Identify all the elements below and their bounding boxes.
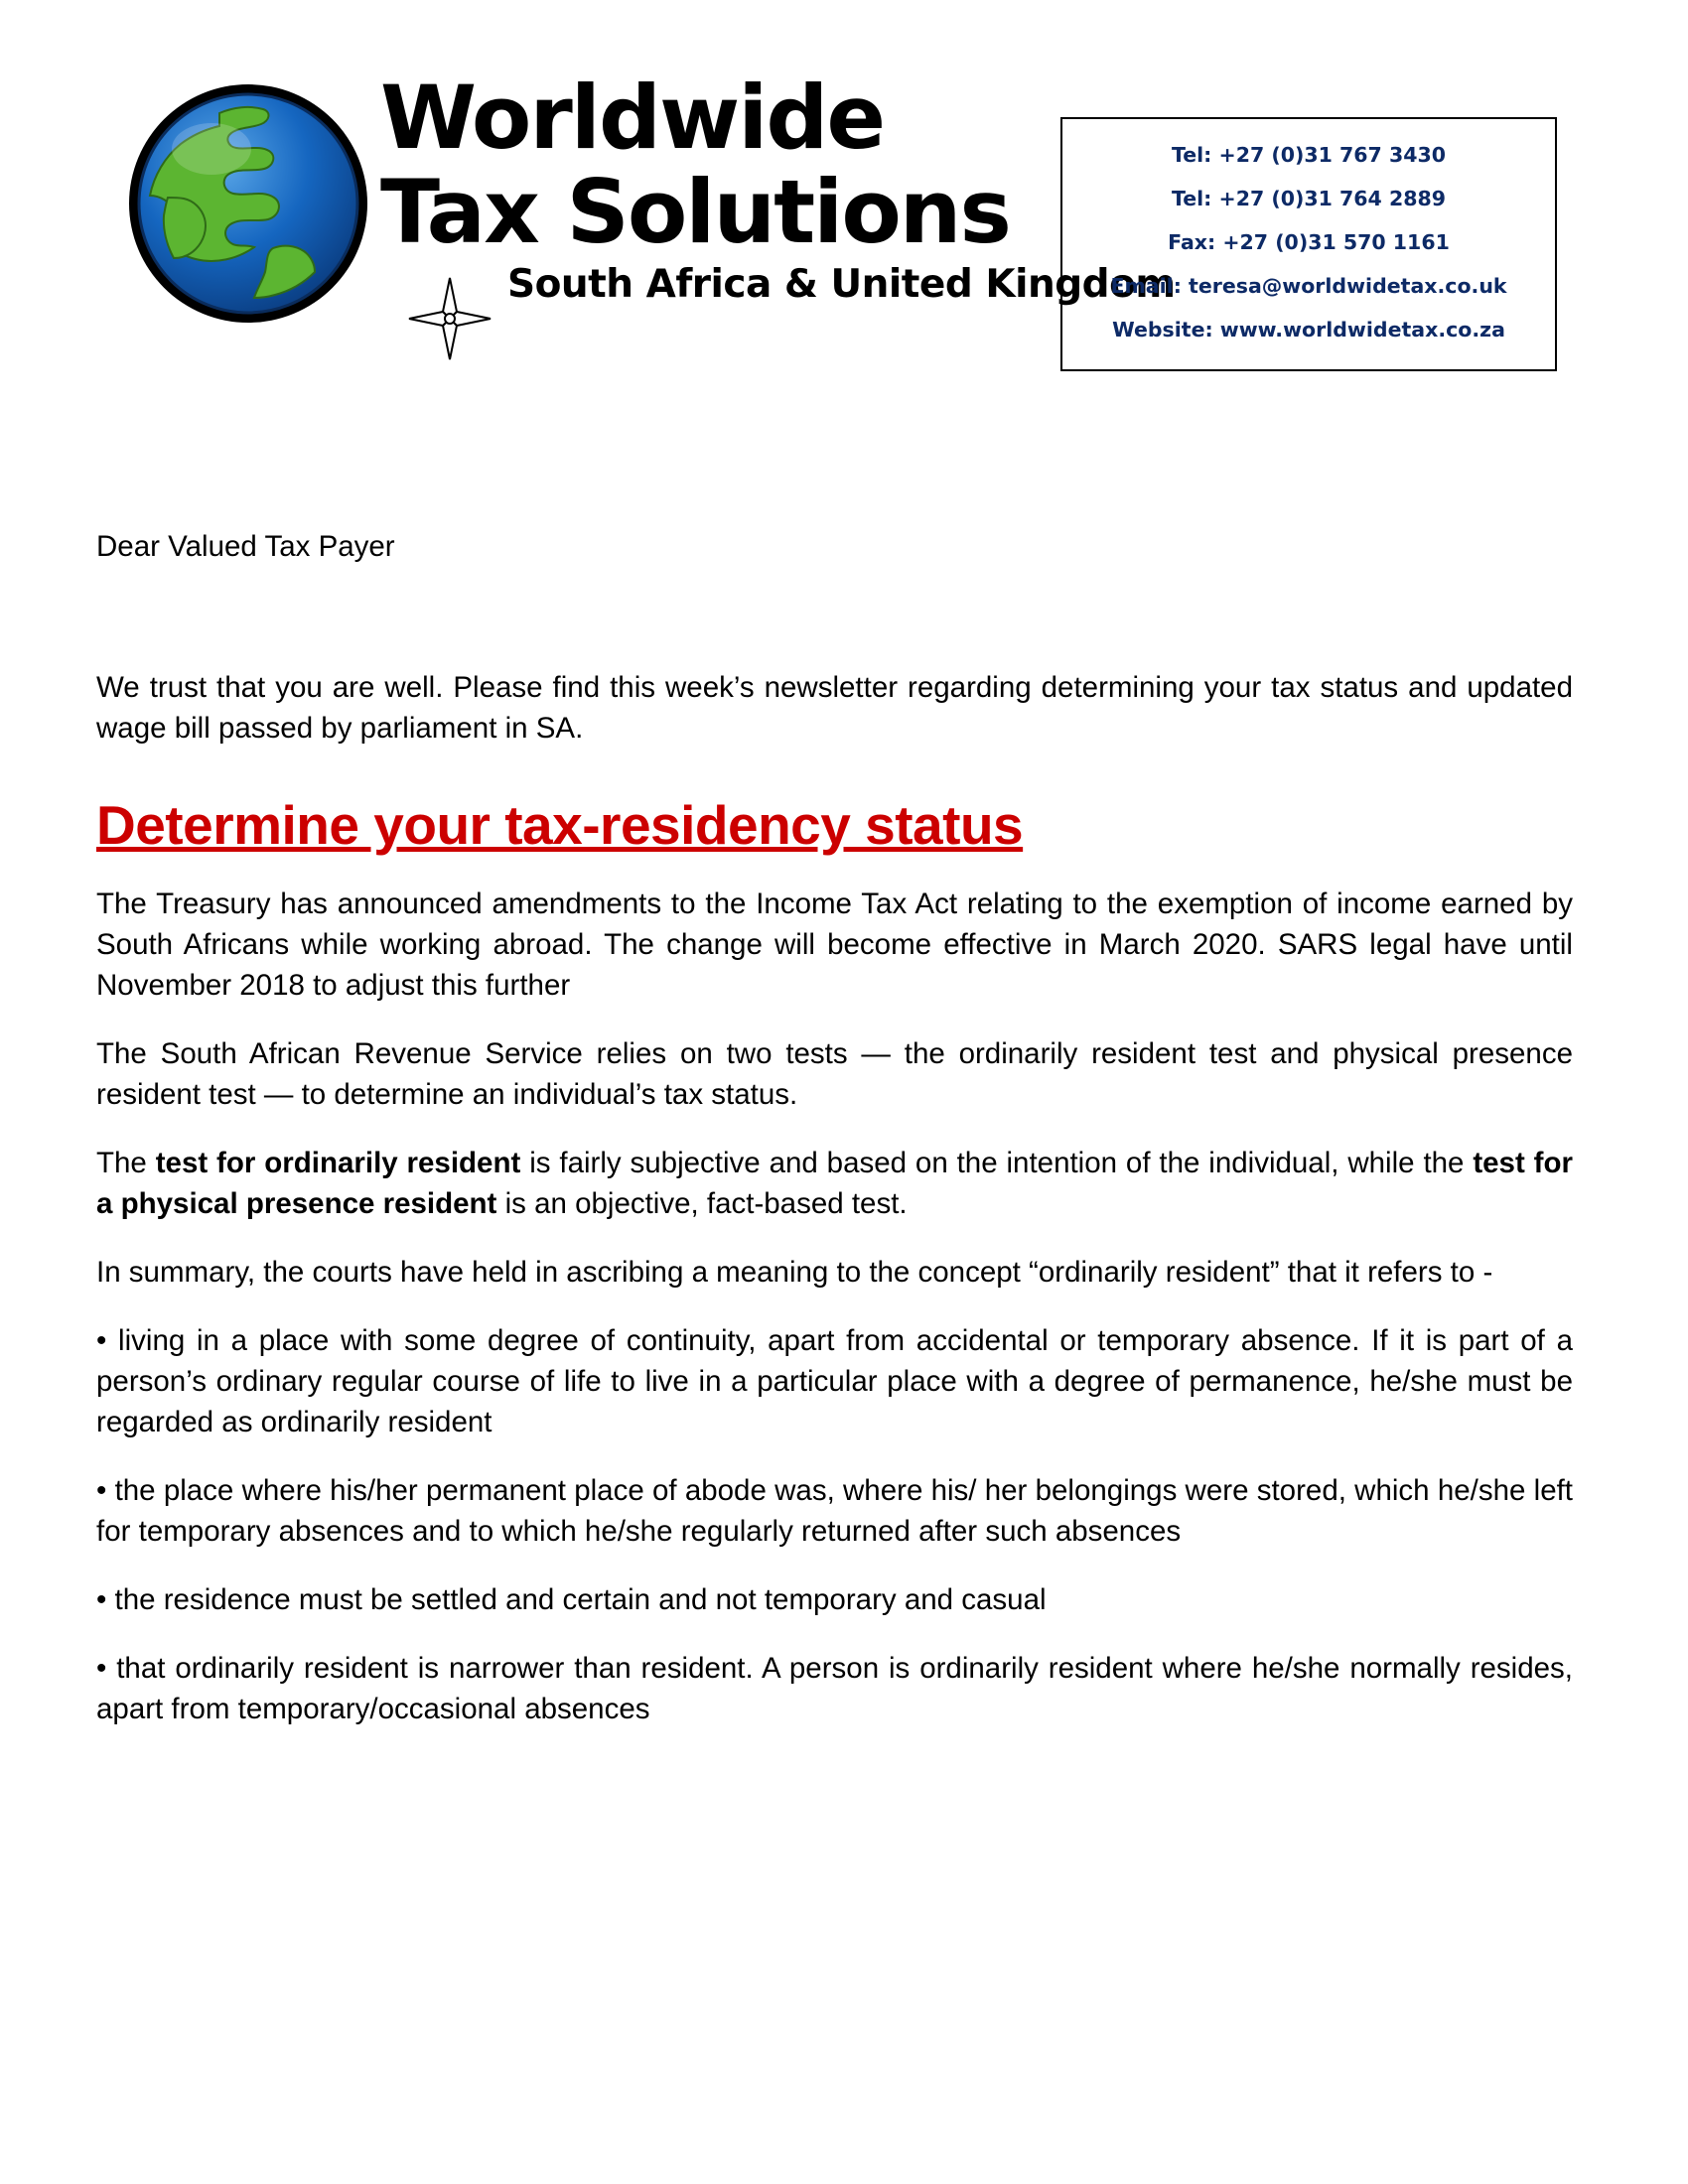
bullet-item-2: • the place where his/her permanent place of abode was, where his/ her belongings were stored, which he/she left for temporary absences and to which he/she regularly returned after such absences — [96, 1474, 1573, 1548]
paragraph-1: The Treasury has announced amendments to the Income Tax Act relating to the exemption of income earned by South Africans while working abroad. The change will become effective in March 2020. SARS legal have until November 2018 to adjust this further — [96, 887, 1573, 1002]
bullet-item-3: • the residence must be settled and certain and not temporary and casual — [96, 1583, 1047, 1616]
logo-line-1: Worldwide — [380, 67, 885, 169]
contact-tel-1: Tel: +27 (0)31 767 3430 — [1171, 143, 1447, 167]
intro-paragraph: We trust that you are well. Please find this week’s newsletter regarding determining your tax status and updated wage bill passed by parliament in SA. — [96, 671, 1573, 745]
letterhead — [0, 0, 1688, 417]
paragraph-2: The South African Revenue Service relies on two tests — the ordinarily resident test and physical presence resident test — to determine an individual’s tax status. — [96, 1037, 1573, 1111]
contact-tel-2: Tel: +27 (0)31 764 2889 — [1171, 187, 1447, 210]
compass-icon — [407, 276, 492, 361]
logo-wordmark — [380, 67, 1176, 308]
logo-tagline: South Africa & United Kingdom — [507, 262, 1176, 307]
contact-email[interactable]: Email: teresa@worldwidetax.co.uk — [1110, 274, 1507, 298]
paragraph-4: In summary, the courts have held in ascribing a meaning to the concept “ordinarily resident” that it refers to - — [96, 1256, 1493, 1289]
letter-body — [96, 526, 1573, 1729]
paragraph-3-text-3: is an objective, fact-based test. — [496, 1187, 908, 1220]
salutation: Dear Valued Tax Payer — [96, 530, 395, 563]
paragraph-3-bold-2: test for a physical presence resident — [96, 1147, 1573, 1220]
paragraph-3-text-1: The — [96, 1147, 156, 1179]
bullet-item-1: • living in a place with some degree of continuity, apart from accidental or temporary absence. If it is part of a person’s ordinary regular course of life to live in a particular place with a degree of permanence, he/she must be regarded as ordinarily resident — [96, 1324, 1573, 1438]
contact-details-box — [1060, 117, 1557, 371]
company-logo — [124, 67, 1176, 357]
paragraph-3-text-2: is fairly subjective and based on the intention of the individual, while the — [520, 1147, 1474, 1179]
contact-website[interactable]: Website: www.worldwidetax.co.za — [1112, 318, 1505, 341]
paragraph-3 — [96, 1143, 1573, 1224]
page-title: Determine your tax-residency status — [96, 794, 1024, 856]
bullet-item-4: • that ordinarily resident is narrower than resident. A person is ordinarily resident where he/she normally resides, apart from temporary/occasional absences — [96, 1652, 1573, 1725]
contact-fax: Fax: +27 (0)31 570 1161 — [1168, 230, 1450, 254]
globe-icon — [124, 79, 372, 328]
paragraph-3-bold-1: test for ordinarily resident — [155, 1147, 521, 1179]
logo-line-2: Tax Solutions — [380, 161, 1010, 263]
